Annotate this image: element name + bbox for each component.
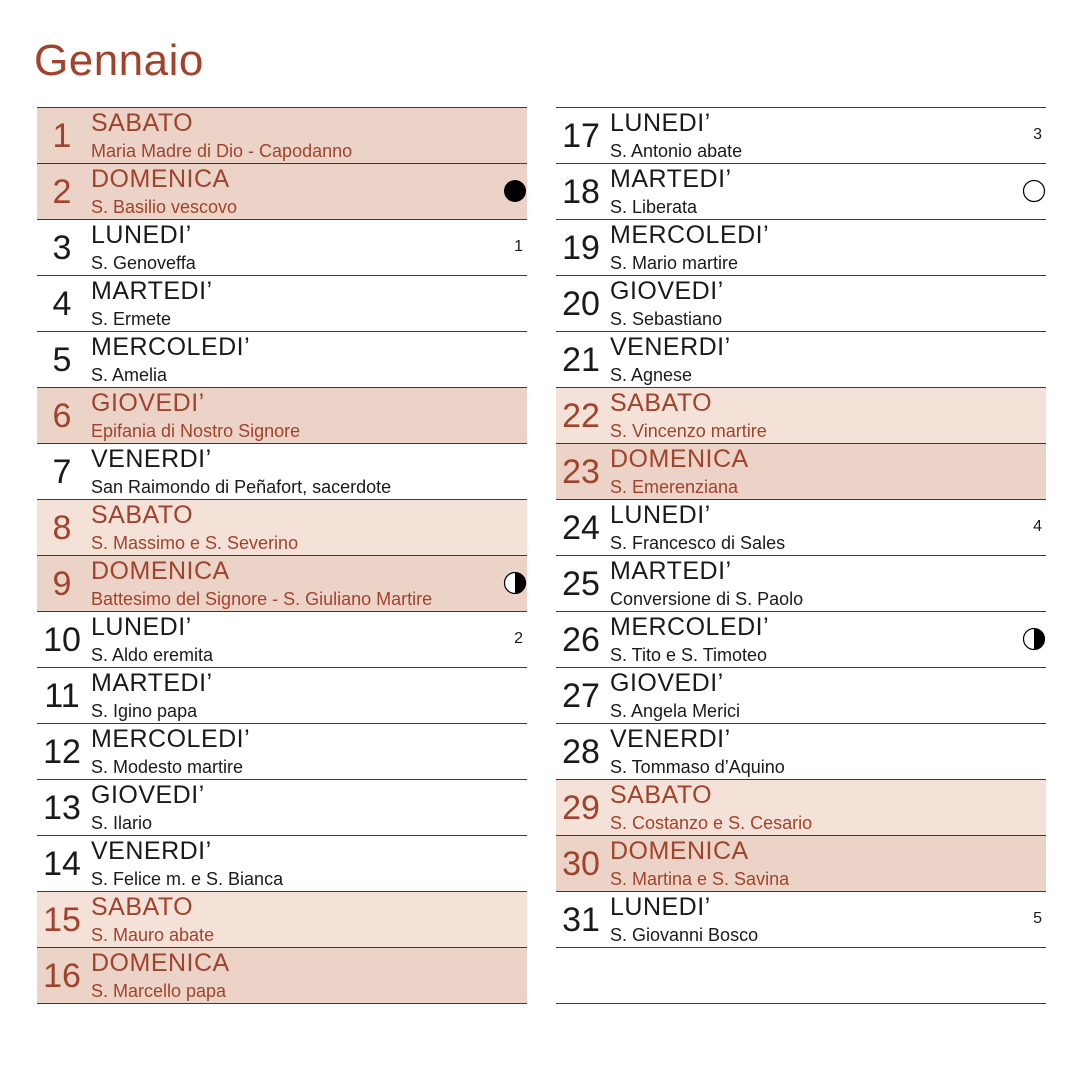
weekday-name: MERCOLEDI’ — [610, 613, 770, 641]
day-number: 4 — [52, 285, 72, 323]
saint-name: S. Ilario — [91, 813, 153, 833]
day-row — [37, 836, 527, 892]
saint-name: Battesimo del Signore - S. Giuliano Martire — [91, 589, 433, 609]
weekday-name: SABATO — [610, 389, 713, 417]
day-row — [556, 892, 1046, 948]
weekday-name: LUNEDI’ — [610, 109, 711, 137]
day-row — [556, 836, 1046, 892]
month-title: Gennaio — [34, 36, 204, 85]
day-number: 21 — [562, 341, 600, 379]
weekday-name: MERCOLEDI’ — [91, 333, 251, 361]
day-row — [37, 948, 527, 1004]
saint-name: San Raimondo di Peñafort, sacerdote — [91, 477, 392, 497]
day-row — [556, 612, 1046, 668]
day-number: 10 — [43, 621, 81, 659]
saint-name: S. Ermete — [91, 309, 172, 329]
weekday-name: VENERDI’ — [610, 725, 731, 753]
day-row — [556, 332, 1046, 388]
day-number: 15 — [43, 901, 81, 939]
weekday-name: MARTEDI’ — [91, 277, 213, 305]
day-row — [37, 556, 527, 612]
day-row — [556, 556, 1046, 612]
saint-name: S. Genoveffa — [91, 253, 196, 273]
day-number: 1 — [52, 117, 72, 155]
saint-name: S. Vincenzo martire — [610, 421, 767, 441]
weekday-name: SABATO — [91, 893, 194, 921]
weekday-name: MERCOLEDI’ — [610, 221, 770, 249]
weekday-name: DOMENICA — [610, 837, 749, 865]
day-number: 30 — [562, 845, 600, 883]
day-list-right — [556, 107, 1046, 948]
day-number: 28 — [562, 733, 600, 771]
day-row — [37, 108, 527, 164]
saint-name: S. Liberata — [610, 197, 698, 217]
day-row — [37, 220, 527, 276]
weekday-name: VENERDI’ — [610, 333, 731, 361]
calendar-column-right — [556, 107, 1046, 1004]
day-row — [556, 276, 1046, 332]
weekday-name: DOMENICA — [91, 949, 230, 977]
day-row — [37, 500, 527, 556]
new-moon-icon — [503, 179, 527, 203]
week-number: 5 — [1033, 910, 1042, 927]
weekday-name: GIOVEDI’ — [91, 389, 205, 417]
day-number: 26 — [562, 621, 600, 659]
weekday-name: SABATO — [91, 501, 194, 529]
weekday-name: VENERDI’ — [91, 445, 212, 473]
day-number: 3 — [52, 229, 72, 267]
day-number: 27 — [562, 677, 600, 715]
last-quarter-icon — [1022, 627, 1046, 651]
weekday-name: LUNEDI’ — [91, 221, 192, 249]
day-number: 8 — [52, 509, 72, 547]
day-number: 20 — [562, 285, 600, 323]
weekday-name: LUNEDI’ — [610, 893, 711, 921]
saint-name: S. Modesto martire — [91, 757, 244, 777]
day-row — [556, 444, 1046, 500]
day-row — [37, 332, 527, 388]
week-number: 2 — [514, 630, 523, 647]
weekday-name: MARTEDI’ — [91, 669, 213, 697]
week-number: 4 — [1033, 518, 1042, 535]
day-row — [556, 724, 1046, 780]
day-number: 14 — [43, 845, 81, 883]
saint-name: S. Mario martire — [610, 253, 739, 273]
day-number: 16 — [43, 957, 81, 995]
day-row — [556, 220, 1046, 276]
saint-name: S. Tito e S. Timoteo — [610, 645, 768, 665]
saint-name: S. Emerenziana — [610, 477, 739, 497]
day-number: 11 — [44, 677, 80, 715]
day-row — [37, 668, 527, 724]
day-list-left — [37, 107, 527, 1004]
day-row — [556, 668, 1046, 724]
day-row — [37, 164, 527, 220]
weekday-name: SABATO — [91, 109, 194, 137]
saint-name: S. Igino papa — [91, 701, 198, 721]
day-number: 7 — [52, 453, 72, 491]
day-row — [37, 780, 527, 836]
saint-name: S. Basilio vescovo — [91, 197, 238, 217]
day-row — [37, 724, 527, 780]
weekday-name: SABATO — [610, 781, 713, 809]
saint-name: S. Sebastiano — [610, 309, 723, 329]
day-number: 18 — [562, 173, 600, 211]
day-number: 22 — [562, 397, 600, 435]
day-row — [556, 780, 1046, 836]
saint-name: S. Mauro abate — [91, 925, 215, 945]
day-number: 13 — [43, 789, 81, 827]
saint-name: Maria Madre di Dio - Capodanno — [91, 141, 353, 161]
weekday-name: GIOVEDI’ — [91, 781, 205, 809]
saint-name: S. Tommaso d’Aquino — [610, 757, 785, 777]
saint-name: S. Agnese — [610, 365, 693, 385]
weekday-name: LUNEDI’ — [91, 613, 192, 641]
day-number: 31 — [562, 901, 600, 939]
empty-row-divider — [556, 948, 1046, 1004]
day-number: 17 — [562, 117, 600, 155]
day-number: 5 — [52, 341, 72, 379]
weekday-name: GIOVEDI’ — [610, 669, 724, 697]
day-number: 24 — [562, 509, 600, 547]
day-row — [556, 108, 1046, 164]
weekday-name: MARTEDI’ — [610, 165, 732, 193]
calendar-column-left — [37, 107, 527, 1004]
saint-name: S. Massimo e S. Severino — [91, 533, 299, 553]
day-number: 25 — [562, 565, 600, 603]
day-row — [37, 892, 527, 948]
full-moon-icon — [1022, 179, 1046, 203]
saint-name: S. Antonio abate — [610, 141, 743, 161]
weekday-name: MERCOLEDI’ — [91, 725, 251, 753]
saint-name: S. Marcello papa — [91, 981, 227, 1001]
day-number: 2 — [52, 173, 72, 211]
day-row — [37, 612, 527, 668]
week-number: 1 — [514, 238, 523, 255]
saint-name: S. Felice m. e S. Bianca — [91, 869, 284, 889]
saint-name: S. Aldo eremita — [91, 645, 214, 665]
first-quarter-icon — [503, 571, 527, 595]
day-number: 23 — [562, 453, 600, 491]
day-row — [37, 444, 527, 500]
weekday-name: DOMENICA — [91, 165, 230, 193]
weekday-name: LUNEDI’ — [610, 501, 711, 529]
day-row — [37, 276, 527, 332]
weekday-name: MARTEDI’ — [610, 557, 732, 585]
day-row — [556, 500, 1046, 556]
saint-name: S. Francesco di Sales — [610, 533, 786, 553]
day-row — [37, 388, 527, 444]
week-number: 3 — [1033, 126, 1042, 143]
saint-name: Epifania di Nostro Signore — [91, 421, 301, 441]
day-row — [556, 164, 1046, 220]
weekday-name: DOMENICA — [91, 557, 230, 585]
day-number: 29 — [562, 789, 600, 827]
day-number: 9 — [52, 565, 72, 603]
weekday-name: VENERDI’ — [91, 837, 212, 865]
saint-name: S. Angela Merici — [610, 701, 741, 721]
day-row — [556, 388, 1046, 444]
day-number: 12 — [43, 733, 81, 771]
day-number: 19 — [562, 229, 600, 267]
weekday-name: GIOVEDI’ — [610, 277, 724, 305]
weekday-name: DOMENICA — [610, 445, 749, 473]
saint-name: S. Martina e S. Savina — [610, 869, 790, 889]
saint-name: S. Amelia — [91, 365, 168, 385]
saint-name: S. Costanzo e S. Cesario — [610, 813, 813, 833]
day-number: 6 — [52, 397, 72, 435]
saint-name: S. Giovanni Bosco — [610, 925, 759, 945]
saint-name: Conversione di S. Paolo — [610, 589, 804, 609]
